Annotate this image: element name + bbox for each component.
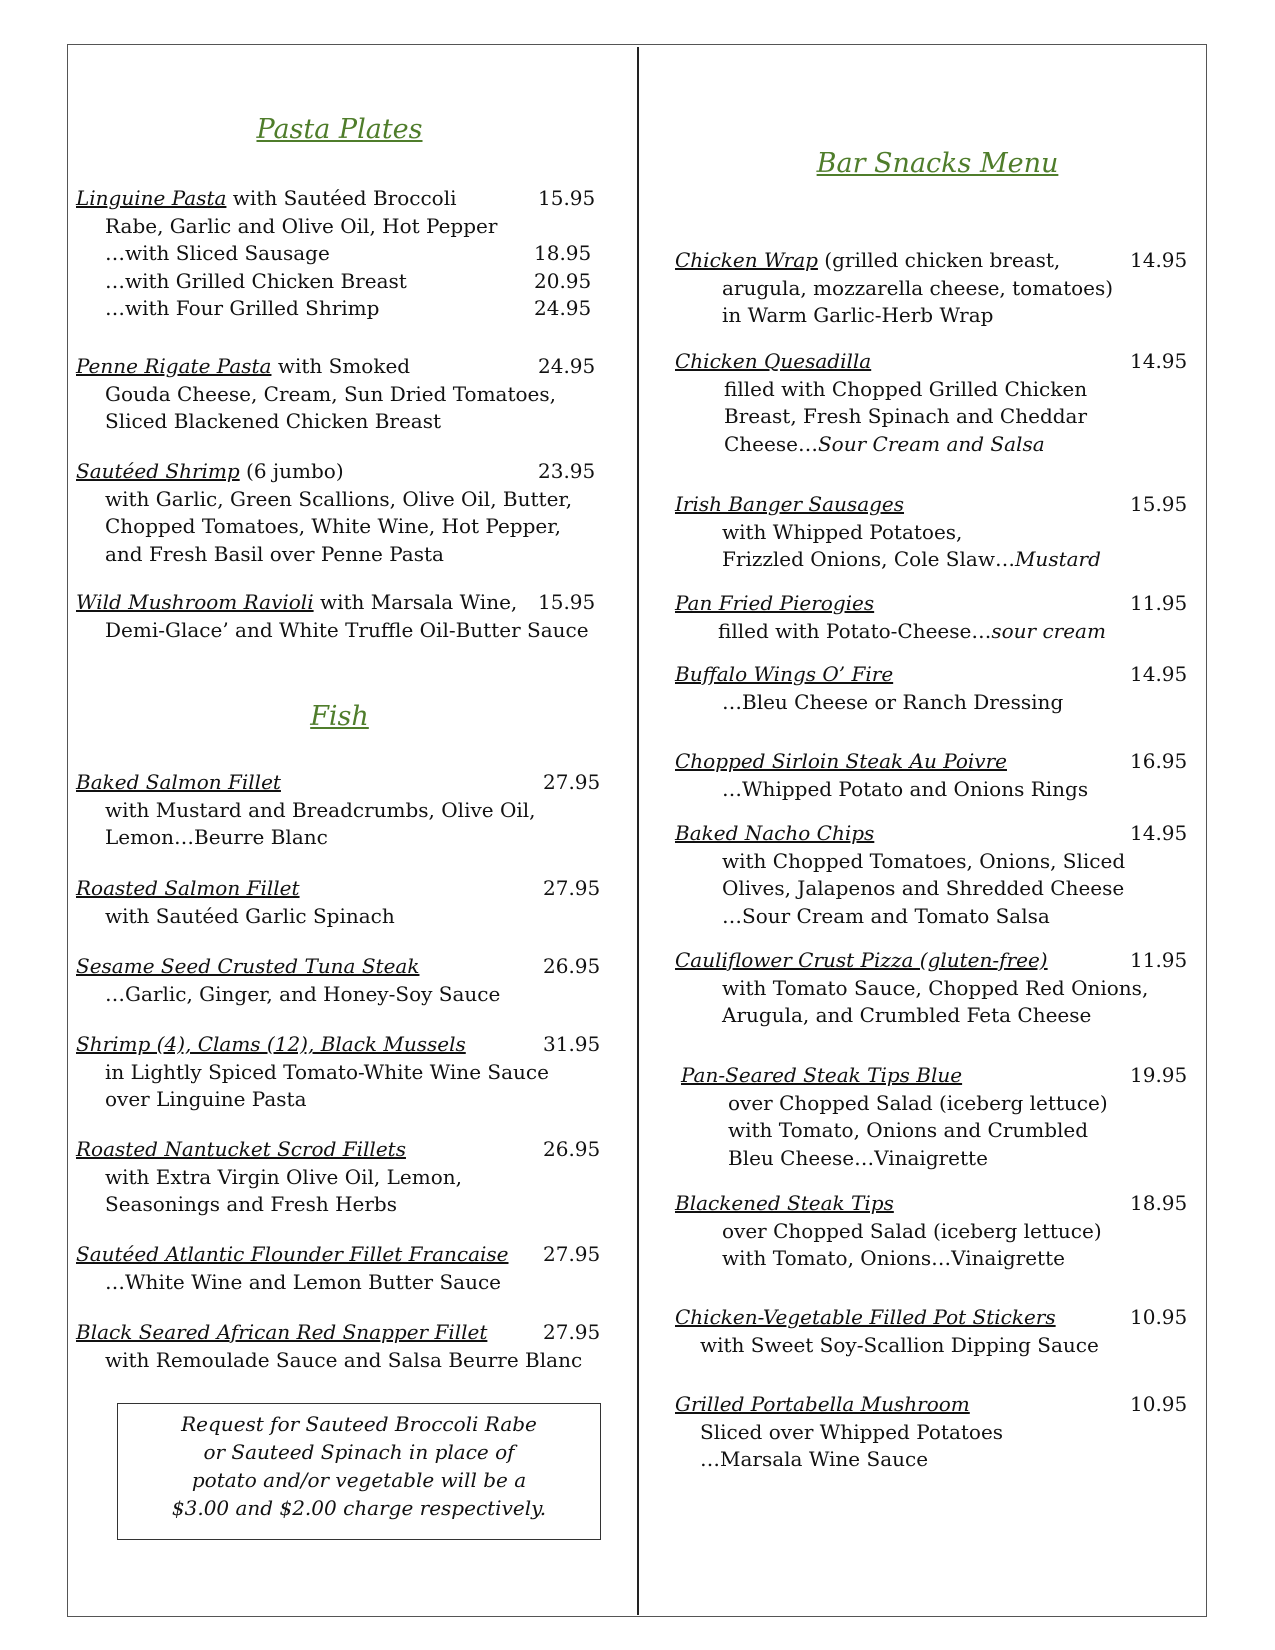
menu-item-description [681,1090,1108,1118]
menu-item-description [76,1347,582,1375]
menu-item-description [675,1446,1003,1474]
menu-item-header [675,1304,1188,1332]
menu-item-name: Chicken-Vegetable Filled Pot Stickers [675,1305,1056,1329]
description-text: …with Grilled Chicken Breast [105,268,407,293]
description-text: over Linguine Pasta [105,1087,307,1111]
menu-item-description [675,546,1101,574]
pasta-plates-heading: Pasta Plates [256,114,423,145]
menu-item-name: Roasted Nantucket Scrod Fillets [76,1137,406,1161]
menu-item-header [76,1241,601,1269]
menu-item-name: Grilled Portabella Mushroom [675,1392,970,1416]
menu-item-price: 14.95 [1130,349,1188,373]
menu-item-name: Shrimp (4), Clams (12), Black Mussels [76,1032,466,1056]
menu-item-description [675,1419,1003,1447]
menu-item [76,353,596,436]
menu-item-description [76,1191,462,1219]
description-text: …Garlic, Ginger, and Honey-Soy Sauce [105,981,501,1006]
description-accent: sour cream [991,618,1106,643]
menu-item-name: Wild Mushroom Ravioli [76,590,314,614]
menu-item-name: Chopped Sirloin Steak Au Poivre [675,749,1007,773]
description-text: Seasonings and Fresh Herbs [105,1192,397,1216]
menu-item-description [675,618,1106,646]
description-text: …Sour Cream and Tomato Salsa [722,903,1050,928]
menu-item-name: Linguine Pasta [76,186,227,210]
menu-item-description [76,381,556,409]
menu-item-header [675,1391,1188,1419]
menu-item-name-suffix: with Marsala Wine, [313,590,518,614]
menu-item-header [675,491,1188,519]
description-text: with Chopped Tomatoes, Onions, Sliced [722,848,1126,873]
menu-item-description [76,824,536,852]
description-text: with Tomato Sauce, Chopped Red Onions, [722,975,1149,1000]
menu-item-price: 11.95 [1130,948,1188,972]
menu-item-price: 16.95 [1130,749,1188,773]
menu-item-name: Chicken Wrap [675,248,818,272]
fish-heading: Fish [310,701,369,732]
description-text: in Lightly Spiced Tomato-White Wine Sauce [105,1059,549,1084]
menu-item-header [76,1031,601,1059]
description-text: in Warm Garlic-Herb Wrap [722,303,994,327]
note-line: potato and/or vegetable will be a [191,1468,527,1492]
menu-item-header [76,769,601,797]
description-text: …with Sliced Sausage [105,241,330,265]
bar-snacks-heading: Bar Snacks Menu [816,148,1059,179]
menu-item [76,1031,601,1114]
menu-item-description [76,903,395,931]
menu-item-name: Pan-Seared Steak Tips Blue [681,1063,963,1087]
menu-item-name-suffix: (grilled chicken breast, [817,248,1061,272]
menu-item-description [675,1218,1102,1246]
menu-item-name: Chicken Quesadilla [675,349,872,373]
menu-item-name: Cauliflower Crust Pizza (gluten-free) [675,948,1048,972]
menu-item [76,589,596,644]
menu-item-header [76,1136,601,1164]
description-text: Rabe, Garlic and Olive Oil, Hot Pepper [105,213,498,238]
menu-item-name: Buffalo Wings O’ Fire [675,662,894,686]
description-text: Frizzled Onions, Cole Slaw… [722,547,1015,571]
menu-item-description [675,848,1125,876]
menu-item-description [681,1145,1108,1173]
note-line: or Sauteed Spinach in place of [203,1440,515,1464]
menu-item-price: 10.95 [1130,1392,1188,1416]
menu-item-header [675,820,1188,848]
menu-item-price: 27.95 [543,770,601,794]
description-text: Chopped Tomatoes, White Wine, Hot Pepper, [105,514,561,538]
description-text: with Tomato, Onions and Crumbled [728,1118,1089,1142]
option-price: 24.95 [534,296,592,320]
menu-item [76,769,601,852]
option-price: 18.95 [534,241,592,265]
menu-item-price: 26.95 [543,954,601,978]
menu-item-price: 18.95 [1130,1191,1188,1215]
menu-item-name: Blackened Steak Tips [675,1191,894,1215]
menu-item [681,1062,1188,1172]
menu-item [76,458,596,568]
menu-item-price: 27.95 [543,876,601,900]
menu-item-name: Sautéed Atlantic Flounder Fillet Francaise [76,1242,509,1266]
menu-item-header [76,353,596,381]
menu-item-description [675,1002,1148,1030]
description-accent: Mustard [1014,547,1101,571]
menu-item [675,947,1188,1030]
menu-item-description [675,275,1113,303]
menu-item [675,661,1188,716]
menu-item-description [76,1164,462,1192]
menu-item-description [675,519,1101,547]
menu-item-header [675,590,1188,618]
menu-item-price: 27.95 [543,1320,601,1344]
menu-item [675,748,1188,803]
description-text: Sliced over Whipped Potatoes [700,1419,1004,1444]
description-text: Breast, Fresh Spinach and Cheddar [724,404,1088,428]
description-text: Sliced Blackened Chicken Breast [105,409,442,433]
menu-item-header [675,748,1188,776]
menu-item-price: 14.95 [1130,662,1188,686]
description-text: Demi-Glace’ and White Truffle Oil-Butter Sauce [105,617,589,642]
menu-item-price: 31.95 [543,1032,601,1056]
menu-item-name: Baked Salmon Fillet [76,770,281,794]
menu-item-description [76,240,592,268]
menu-item-description [675,875,1125,903]
menu-item-description [675,403,1087,431]
description-text: …with Four Grilled Shrimp [105,296,380,320]
description-text: Arugula, and Crumbled Feta Cheese [722,1003,1092,1027]
menu-item-description [76,1269,509,1297]
description-text: with Garlic, Green Scallions, Olive Oil, Butter, [105,486,573,511]
column-divider [637,47,639,1615]
description-text: …Marsala Wine Sauce [700,1447,929,1471]
menu-item-description [76,1086,549,1114]
menu-item-price: 27.95 [543,1242,601,1266]
menu-item-header [76,458,596,486]
menu-item-description [76,513,572,541]
menu-item-description [76,797,536,825]
menu-item-name: Sautéed Shrimp [76,459,240,483]
menu-item [76,185,596,323]
menu-item-description [675,776,1088,804]
menu-item-price: 14.95 [1130,821,1188,845]
menu-item-price: 26.95 [543,1137,601,1161]
menu-item-price: 14.95 [1130,248,1188,272]
menu-item-header [675,348,1188,376]
menu-item [675,247,1188,330]
option-price: 20.95 [534,268,592,293]
description-text: over Chopped Salad (iceberg lettuce) [722,1218,1102,1243]
menu-item [76,1319,601,1374]
description-text: …Whipped Potato and Onions Rings [722,776,1089,801]
menu-item [675,491,1188,574]
menu-item [76,1241,601,1296]
menu-item-description [76,295,592,323]
menu-item-price: 19.95 [1130,1063,1188,1087]
menu-item [675,1391,1188,1474]
menu-item-description [76,981,500,1009]
menu-item-description [76,1059,549,1087]
menu-item-header [675,1190,1188,1218]
menu-item-name: Irish Banger Sausages [675,492,905,516]
description-text: Bleu Cheese…Vinaigrette [728,1145,988,1170]
menu-item [76,953,601,1008]
substitution-note [117,1403,601,1540]
menu-item-description [675,689,1063,717]
menu-item-price: 10.95 [1130,1305,1188,1329]
description-text: with Extra Virgin Olive Oil, Lemon, [105,1164,462,1189]
menu-item-price: 15.95 [538,186,596,210]
menu-item-name: Baked Nacho Chips [675,821,875,845]
description-text: with Whipped Potatoes, [722,519,963,544]
description-text: with Sweet Soy-Scallion Dipping Sauce [700,1332,1099,1357]
description-text: over Chopped Salad (iceberg lettuce) [728,1090,1108,1115]
description-text: with Sautéed Garlic Spinach [105,903,395,928]
menu-item-description [675,975,1148,1003]
menu-item-description [76,213,497,241]
description-text: with Tomato, Onions…Vinaigrette [722,1246,1065,1270]
description-text: with Mustard and Breadcrumbs, Olive Oil, [105,797,536,822]
menu-item-price: 15.95 [1130,492,1188,516]
menu-item-description [76,486,572,514]
description-text: …Bleu Cheese or Ranch Dressing [722,689,1064,714]
menu-item-header [675,947,1188,975]
menu-item [675,590,1188,645]
menu-item-header [675,247,1188,275]
menu-item-name: Sesame Seed Crusted Tuna Steak [76,954,420,978]
menu-item-price: 15.95 [538,590,596,614]
menu-item-description [675,431,1087,459]
description-text: Lemon…Beurre Blanc [105,825,328,849]
menu-item-name-suffix: (6 jumbo) [239,459,344,483]
description-text: Gouda Cheese, Cream, Sun Dried Tomatoes, [105,381,557,406]
menu-item-description [675,302,1113,330]
menu-item-description [675,1332,1099,1360]
description-text: arugula, mozzarella cheese, tomatoes) [722,275,1114,300]
menu-item-description [675,1245,1102,1273]
menu-item-name: Black Seared African Red Snapper Fillet [76,1320,488,1344]
description-text: filled with Potato-Cheese… [718,618,992,643]
menu-item-price: 23.95 [538,459,596,483]
menu-item [76,1136,601,1219]
menu-item-name: Pan Fried Pierogies [675,591,875,615]
menu-item-header [681,1062,1188,1090]
menu-item-description [675,903,1125,931]
menu-item-name-suffix: with Smoked [271,354,411,378]
note-line: $3.00 and $2.00 charge respectively. [171,1496,547,1520]
description-text: …White Wine and Lemon Butter Sauce [105,1269,502,1294]
description-text: and Fresh Basil over Penne Pasta [105,541,444,566]
menu-item [675,1304,1188,1359]
menu-item-name: Roasted Salmon Fillet [76,876,300,900]
menu-item-name-suffix: with Sautéed Broccoli [226,186,457,210]
menu-item-header [675,661,1188,689]
menu-item [76,875,601,930]
menu-item-description [76,408,556,436]
menu-item-header [76,875,601,903]
menu-item [675,1190,1188,1273]
menu-item-header [76,1319,601,1347]
menu-item-description [76,268,592,296]
menu-item-description [76,541,572,569]
menu-item-description [681,1117,1108,1145]
menu-item-description [675,376,1087,404]
menu-item [675,820,1188,930]
menu-item-header [76,953,601,981]
menu-item-header [76,589,596,617]
menu-item-description [76,617,589,645]
menu-item-price: 24.95 [538,354,596,378]
menu-item [675,348,1188,458]
description-text: with Remoulade Sauce and Salsa Beurre Blanc [105,1347,583,1372]
menu-item-name: Penne Rigate Pasta [76,354,272,378]
menu-item-header [76,185,596,213]
note-line: Request for Sauteed Broccoli Rabe [181,1412,537,1436]
description-text: Olives, Jalapenos and Shredded Cheese [722,876,1125,900]
menu-item-price: 11.95 [1130,591,1188,615]
description-accent: Sour Cream and Salsa [817,431,1045,456]
description-text: Cheese… [724,431,818,456]
description-text: filled with Chopped Grilled Chicken [724,376,1088,401]
